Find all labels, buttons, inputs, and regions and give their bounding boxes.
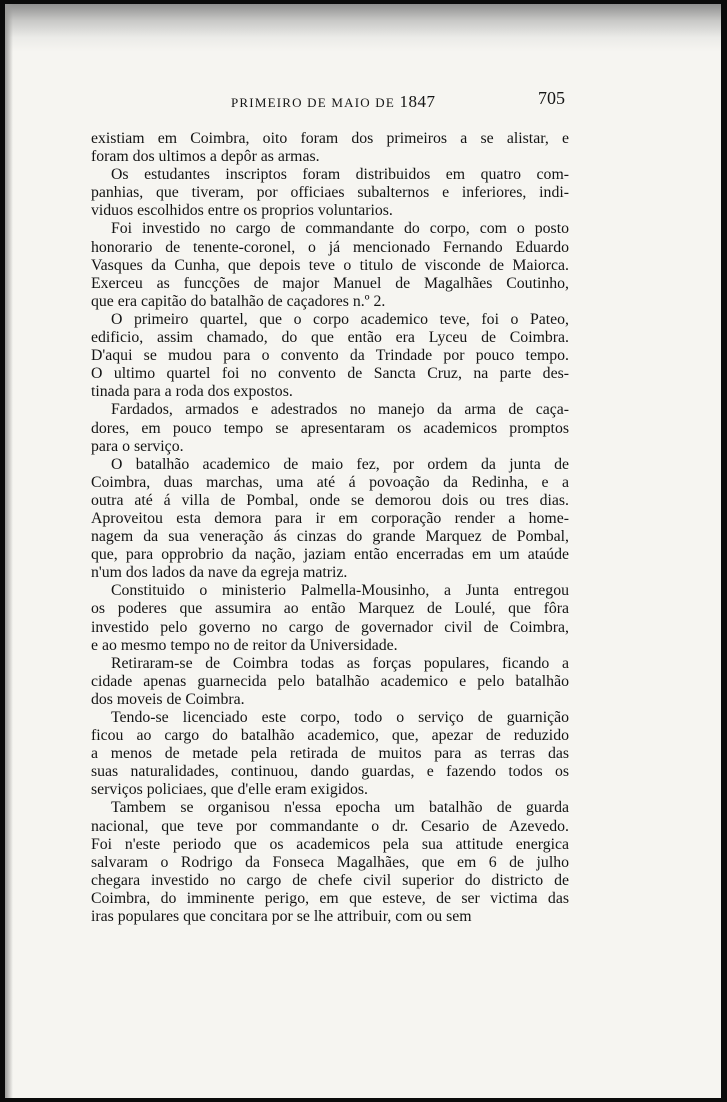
text-line: panhias, que tiveram, por officiaes subalternos e inferiores, indi- bbox=[91, 184, 569, 202]
text-line: os poderes que assumira ao então Marquez de Loulé, que fôra bbox=[91, 600, 569, 618]
text-line: e ao mesmo tempo no de reitor da Universidade. bbox=[91, 636, 398, 654]
text-line: que, para opprobrio da nação, jaziam então encerradas em um ataúde bbox=[91, 546, 569, 564]
text-line: O primeiro quartel, que o corpo academico teve, foi o Pateo, bbox=[111, 310, 569, 328]
text-line: O batalhão academico de maio fez, por ordem da junta de bbox=[111, 455, 569, 473]
running-header bbox=[231, 92, 435, 112]
text-line: Tambem se organisou n'essa epocha um batalhão de guarda bbox=[111, 799, 569, 817]
text-line: Constituido o ministerio Palmella-Mousinho, a Junta entregou bbox=[111, 582, 569, 600]
running-title: PRIMEIRO DE MAIO DE bbox=[231, 95, 395, 110]
text-line: nacional, que teve por commandante o dr. Cesario de Azevedo. bbox=[91, 817, 569, 835]
book-page bbox=[5, 4, 721, 1098]
text-line: tinada para a roda dos expostos. bbox=[91, 383, 293, 401]
text-line: n'um dos lados da nave da egreja matriz. bbox=[91, 564, 348, 582]
running-title-year: 1847 bbox=[399, 92, 436, 111]
paragraph bbox=[91, 582, 569, 654]
text-line: salvaram o Rodrigo da Fonseca Magalhães, que em 6 de julho bbox=[91, 853, 569, 871]
paragraph bbox=[91, 655, 569, 709]
paragraph bbox=[91, 130, 569, 166]
text-line: dos moveis de Coimbra. bbox=[91, 690, 245, 708]
text-line: Exerceu as funcções de major Manuel de Magalhães Coutinho, bbox=[91, 274, 569, 292]
text-line: Aproveitou esta demora para ir em corporação render a home- bbox=[91, 509, 569, 527]
text-line: foram dos ultimos a depôr as armas. bbox=[91, 148, 320, 166]
paragraph bbox=[91, 311, 569, 401]
text-line: que era capitão do batalhão de caçadores n.º 2. bbox=[91, 292, 386, 310]
text-line: viduos escolhidos entre os proprios voluntarios. bbox=[91, 202, 393, 220]
text-line: dores, em pouco tempo se apresentaram os academicos promptos bbox=[91, 419, 569, 437]
paragraph bbox=[91, 709, 569, 799]
text-line: ficou ao cargo do batalhão academico, que, apezar de reduzido bbox=[91, 727, 569, 745]
text-line: Vasques da Cunha, que depois teve o titulo de visconde de Maiorca. bbox=[91, 256, 569, 274]
text-line: edificio, assim chamado, do que então era Lyceu de Coimbra. bbox=[91, 329, 569, 347]
scan-left-shadow bbox=[5, 4, 13, 1098]
text-line: Os estudantes inscriptos foram distribuidos em quatro com- bbox=[111, 166, 569, 184]
text-line: Foi n'este periodo que os academicos pela sua attitude energica bbox=[91, 835, 569, 853]
text-line: D'aqui se mudou para o convento da Trindade por pouco tempo. bbox=[91, 347, 569, 365]
text-line: Fardados, armados e adestrados no manejo da arma de caça- bbox=[111, 401, 569, 419]
page-number: 705 bbox=[538, 88, 565, 108]
text-line: a menos de metade pela retirada de muitos para as terras das bbox=[91, 745, 569, 763]
text-line: Coimbra, duas marchas, uma até á povoação da Redinha, e a bbox=[91, 473, 569, 491]
text-line: chegara investido no cargo de chefe civil superior do districto de bbox=[91, 871, 569, 889]
paragraph bbox=[91, 220, 569, 310]
scan-top-shadow bbox=[5, 4, 721, 52]
paragraph bbox=[91, 401, 569, 455]
text-line: iras populares que concitara por se lhe attribuir, com ou sem bbox=[91, 908, 472, 926]
paragraph bbox=[91, 799, 569, 926]
text-line: existiam em Coimbra, oito foram dos primeiros a se alistar, e bbox=[91, 130, 569, 147]
text-line: serviços policiaes, que d'elle eram exigidos. bbox=[91, 781, 369, 799]
text-line: investido pelo governo no cargo de governador civil de Coimbra, bbox=[91, 618, 569, 636]
text-line: Coimbra, do imminente perigo, em que esteve, de ser victima das bbox=[91, 889, 569, 907]
text-line: suas naturalidades, continuou, dando guardas, e fazendo todos os bbox=[91, 763, 569, 781]
text-line: Retiraram-se de Coimbra todas as forças populares, ficando a bbox=[111, 654, 569, 672]
text-line: O ultimo quartel foi no convento de Sancta Cruz, na parte des- bbox=[91, 365, 569, 383]
text-line: honorario de tenente-coronel, o já mencionado Fernando Eduardo bbox=[91, 238, 569, 256]
text-line: Foi investido no cargo de commandante do corpo, com o posto bbox=[111, 220, 569, 238]
text-line: outra até á villa de Pombal, onde se demorou dois ou tres dias. bbox=[91, 491, 569, 509]
paragraph bbox=[91, 166, 569, 220]
text-line: Tendo-se licenciado este corpo, todo o serviço de guarnição bbox=[111, 709, 569, 726]
text-line: nagem da sua veneração ás cinzas do grande Marquez de Pombal, bbox=[91, 528, 569, 546]
text-line: para o serviço. bbox=[91, 437, 184, 455]
paragraph bbox=[91, 456, 569, 583]
body-text bbox=[91, 130, 569, 926]
text-line: cidade apenas guarnecida pelo batalhão academico e pelo batalhão bbox=[91, 672, 569, 690]
